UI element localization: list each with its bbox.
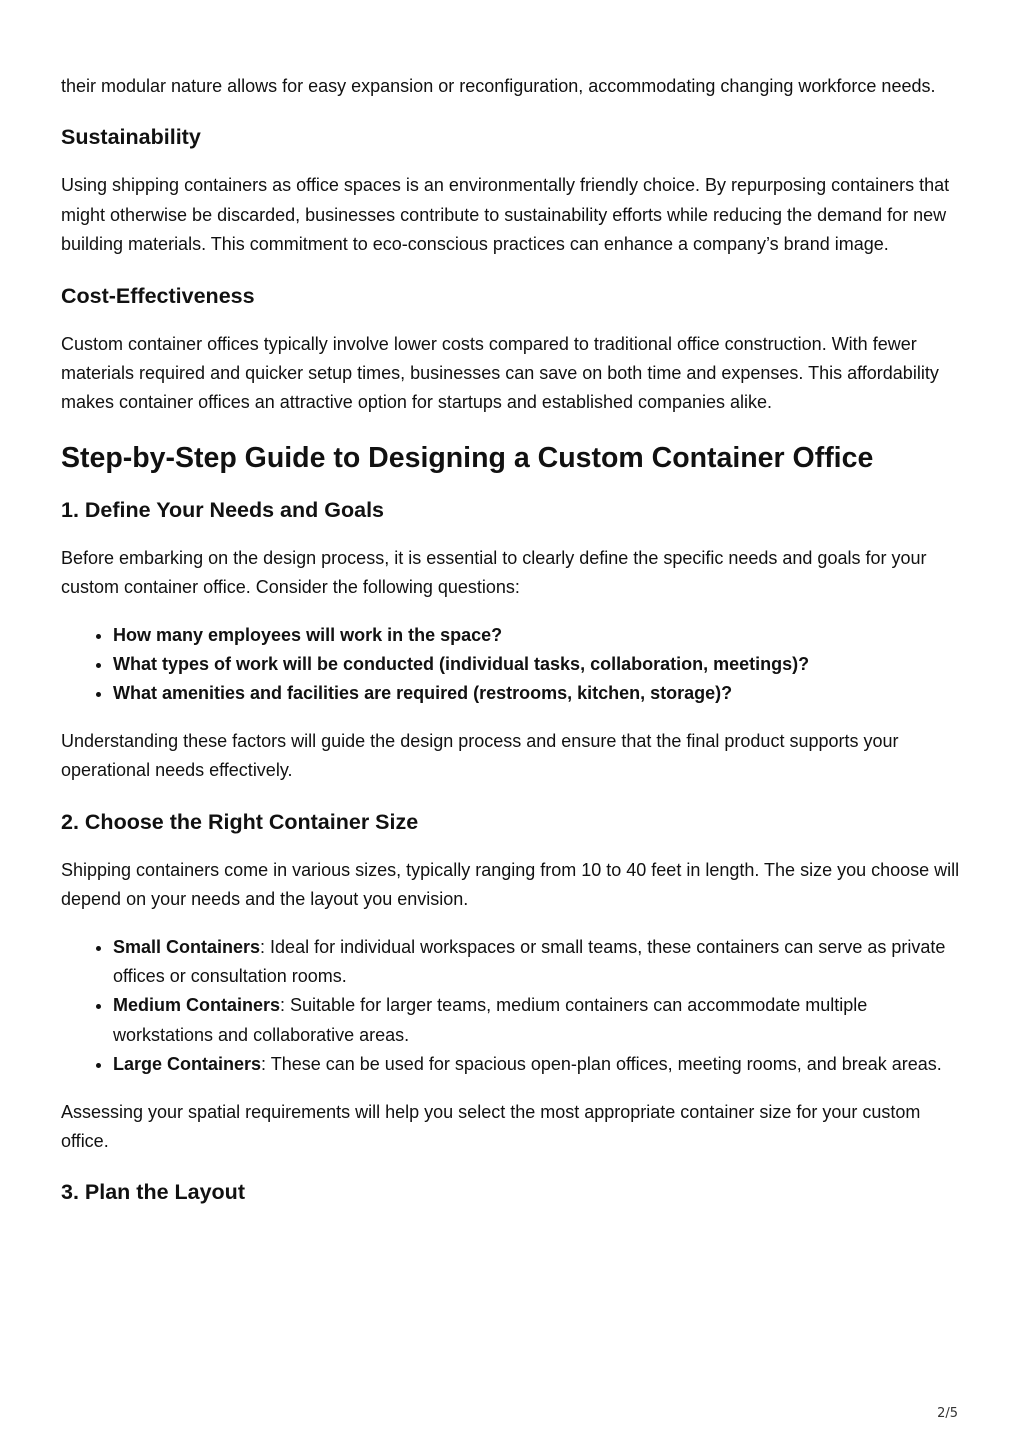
question-text: How many employees will work in the space? <box>113 624 503 645</box>
size-term: Medium Containers <box>113 995 281 1016</box>
size-description: : Ideal for individual workspaces or small teams, these containers can serve as private offices or consultation rooms. <box>113 936 946 986</box>
list-item <box>113 621 966 650</box>
size-term: Large Containers <box>113 1054 262 1075</box>
cost-effectiveness-paragraph: Custom container offices typically involve lower costs compared to traditional office construction. With fewer materials required and quicker setup times, businesses can save on both time and expenses. This affordability makes container offices an attractive option for startups and established companies alike. <box>61 333 939 413</box>
step2-heading: 2. Choose the Right Container Size <box>61 809 419 834</box>
step3-heading: 3. Plan the Layout <box>61 1180 245 1205</box>
size-description: : These can be used for spacious open-plan offices, meeting rooms, and break areas. <box>261 1054 942 1075</box>
list-item <box>113 650 966 679</box>
list-item <box>113 679 966 708</box>
document-page <box>61 72 966 1206</box>
list-item <box>113 933 966 992</box>
sustainability-paragraph: Using shipping containers as office spaces is an environmentally friendly choice. By repurposing containers that might otherwise be discarded, businesses contribute to sustainability efforts while reducing the demand for new building materials. This commitment to eco-conscious practices can enhance a company’s brand image. <box>61 175 950 255</box>
step1-heading: 1. Define Your Needs and Goals <box>61 497 384 522</box>
sustainability-heading: Sustainability <box>61 125 201 150</box>
size-description: : Suitable for larger teams, medium containers can accommodate multiple workstations and collaborative areas. <box>113 995 868 1045</box>
guide-heading: Step-by-Step Guide to Designing a Custom Container Office <box>61 441 874 474</box>
step2-conclusion-paragraph: Assessing your spatial requirements will help you select the most appropriate container size for your custom office. <box>61 1101 921 1151</box>
list-item <box>113 1050 966 1079</box>
question-text: What types of work will be conducted (individual tasks, collaboration, meetings)? <box>113 654 810 675</box>
intro-continuation-paragraph: their modular nature allows for easy expansion or reconfiguration, accommodating changing workforce needs. <box>61 76 936 96</box>
container-sizes-list <box>61 933 966 1080</box>
page-number: 2/5 <box>937 1406 958 1421</box>
size-term: Small Containers <box>113 936 261 957</box>
list-item <box>113 991 966 1050</box>
step1-conclusion-paragraph: Understanding these factors will guide the design process and ensure that the final product supports your operational needs effectively. <box>61 730 899 781</box>
step1-intro-paragraph: Before embarking on the design process, it is essential to clearly define the specific needs and goals for your custom container office. Consider the following questions: <box>61 547 927 598</box>
step1-questions-list <box>61 621 966 709</box>
step2-intro-paragraph: Shipping containers come in various sizes, typically ranging from 10 to 40 feet in length. The size you choose will depend on your needs and the layout you envision. <box>61 859 960 910</box>
question-text: What amenities and facilities are required (restrooms, kitchen, storage)? <box>113 683 733 704</box>
cost-effectiveness-heading: Cost-Effectiveness <box>61 283 255 308</box>
